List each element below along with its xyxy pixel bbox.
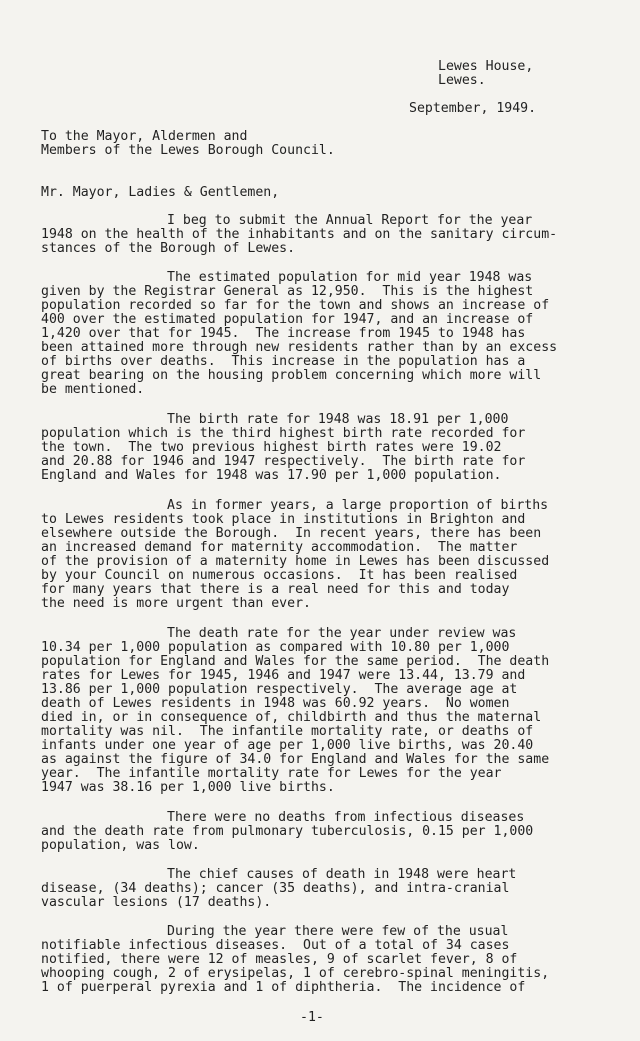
paragraph-line: population for England and Wales for the same period. The death — [41, 654, 550, 669]
paragraph-line: There were no deaths from infectious diseases — [167, 810, 525, 825]
paragraph-line: population recorded so far for the town and shows an increase of — [41, 298, 550, 313]
paragraph-line: As in former years, a large proportion of births — [167, 498, 549, 513]
paragraph-line: notified, there were 12 of measles, 9 of scarlet fever, 8 of — [41, 952, 518, 967]
paragraph-line: England and Wales for 1948 was 17.90 per 1,000 population. — [41, 468, 502, 483]
paragraph-line: population, was low. — [41, 838, 200, 853]
paragraph-line: to Lewes residents took place in institutions in Brighton and — [41, 512, 526, 527]
paragraph-line: mortality was nil. The infantile mortality rate, or deaths of — [41, 724, 534, 739]
paragraph-line: The birth rate for 1948 was 18.91 per 1,000 — [167, 412, 509, 427]
address-line-2: Lewes. — [438, 73, 486, 88]
paragraph-line: an increased demand for maternity accommodation. The matter — [41, 540, 518, 555]
paragraph-line: stances of the Borough of Lewes. — [41, 241, 296, 256]
paragraph-line: death of Lewes residents in 1948 was 60.92 years. No women — [41, 696, 510, 711]
paragraph-line: by your Council on numerous occasions. It has been realised — [41, 568, 518, 583]
paragraph-line: disease, (34 deaths); cancer (35 deaths), and intra-cranial — [41, 881, 510, 896]
paragraph-line: 10.34 per 1,000 population as compared with 10.80 per 1,000 — [41, 640, 510, 655]
paragraph-line: great bearing on the housing problem concerning which more will — [41, 368, 542, 383]
paragraph-line: and 20.88 for 1946 and 1947 respectively. The birth rate for — [41, 454, 526, 469]
recipient-line-2: Members of the Lewes Borough Council. — [41, 143, 335, 158]
paragraph-line: 400 over the estimated population for 1947, and an increase of — [41, 312, 534, 327]
paragraph-line: the town. The two previous highest birth rates were 19.02 — [41, 440, 502, 455]
paragraph-line: as against the figure of 34.0 for England and Wales for the same — [41, 752, 550, 767]
address-line-1: Lewes House, — [438, 59, 534, 74]
paragraph-line: The death rate for the year under review was — [167, 626, 517, 641]
paragraph-line: the need is more urgent than ever. — [41, 596, 311, 611]
letter-date: September, 1949. — [409, 101, 537, 116]
paragraph-line: During the year there were few of the usual — [167, 924, 509, 939]
paragraph-line: 1948 on the health of the inhabitants and on the sanitary circum- — [41, 227, 558, 242]
paragraph-line: The chief causes of death in 1948 were heart — [167, 867, 517, 882]
paragraph-line: given by the Registrar General as 12,950. This is the highest — [41, 284, 534, 299]
paragraph-line: 1,420 over that for 1945. The increase from 1945 to 1948 has — [41, 326, 526, 341]
paragraph-line: 13.86 per 1,000 population respectively. The average age at — [41, 682, 518, 697]
paragraph-line: been attained more through new residents rather than by an excess — [41, 340, 558, 355]
recipient-line-1: To the Mayor, Aldermen and — [41, 129, 248, 144]
paragraph-line: The estimated population for mid year 1948 was — [167, 270, 533, 285]
paragraph-line: year. The infantile mortality rate for Lewes for the year — [41, 766, 502, 781]
paragraph-line: be mentioned. — [41, 382, 145, 397]
paragraph-line: died in, or in consequence of, childbirth and thus the maternal — [41, 710, 542, 725]
paragraph-line: notifiable infectious diseases. Out of a total of 34 cases — [41, 938, 510, 953]
paragraph-line: population which is the third highest birth rate recorded for — [41, 426, 526, 441]
paragraph-line: rates for Lewes for 1945, 1946 and 1947 were 13.44, 13.79 and — [41, 668, 526, 683]
paragraph-line: whooping cough, 2 of erysipelas, 1 of cerebro-spinal meningitis, — [41, 966, 550, 981]
paragraph-line: elsewhere outside the Borough. In recent years, there has been — [41, 526, 542, 541]
paragraph-line: I beg to submit the Annual Report for the year — [167, 213, 533, 228]
page-number: -1- — [300, 1010, 324, 1025]
paragraph-line: vascular lesions (17 deaths). — [41, 895, 272, 910]
paragraph-line: infants under one year of age per 1,000 live births, was 20.40 — [41, 738, 534, 753]
paragraph-line: and the death rate from pulmonary tuberculosis, 0.15 per 1,000 — [41, 824, 534, 839]
salutation: Mr. Mayor, Ladies & Gentlemen, — [41, 185, 280, 200]
paragraph-line: of the provision of a maternity home in Lewes has been discussed — [41, 554, 550, 569]
paragraph-line: of births over deaths. This increase in the population has a — [41, 354, 526, 369]
paragraph-line: 1947 was 38.16 per 1,000 live births. — [41, 780, 335, 795]
paragraph-line: 1 of puerperal pyrexia and 1 of diphtheria. The incidence of — [41, 980, 526, 995]
paragraph-line: for many years that there is a real need for this and today — [41, 582, 510, 597]
